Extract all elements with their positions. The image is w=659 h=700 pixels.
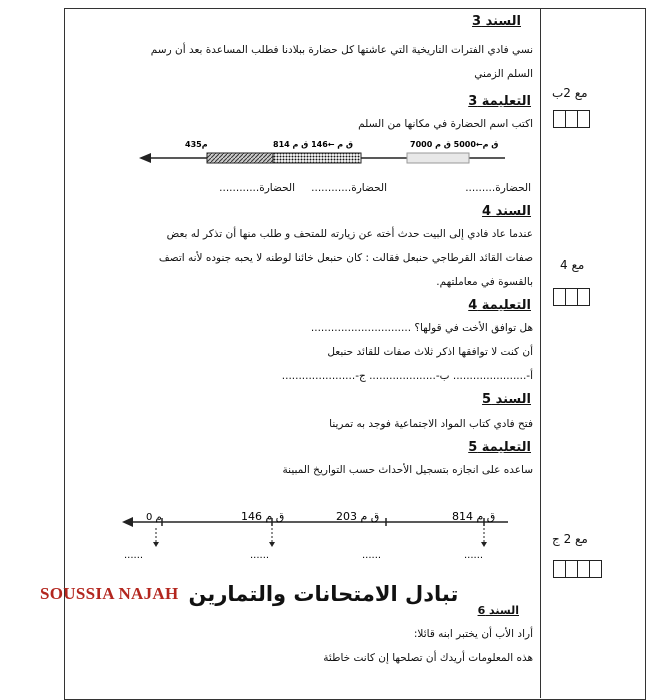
watermark-banner (40, 578, 458, 610)
sanad5-title: السند 5 (482, 392, 531, 407)
timeline-label-435: 435م (185, 140, 208, 149)
drop-arrow-814 (481, 542, 487, 547)
task3-title: التعليمة 3 (468, 94, 531, 109)
sanad4-line1: عندما عاد فادي إلى البيت حدث أخته عن زيارته للمتحف و طلب منها أن تذكر له بعض (166, 228, 533, 240)
date-146: 146 ق م (241, 510, 285, 523)
timeline-label-7000-5000: 7000 ق م←5000 ق م (410, 140, 499, 149)
timeline-arrowhead (139, 153, 151, 163)
task5-title: التعليمة 5 (468, 440, 531, 455)
sanad3-title: السند 3 (472, 14, 521, 29)
date-814: 814 ق م (452, 510, 496, 523)
sanad6-line1: أراد الأب أن يختبر ابنه قائلا: (413, 628, 533, 640)
civ-blank-1: الحضارة......... (465, 182, 531, 194)
period-segment-2 (273, 153, 361, 163)
sanad4-title: السند 4 (482, 204, 531, 219)
answer-blank-203: ...... (362, 550, 382, 561)
drop-arrow-0 (153, 542, 159, 547)
promo-text: تبادل الامتحانات والتمارين (188, 582, 459, 606)
criterion-boxes-2b (553, 110, 590, 128)
civ-blank-2: الحضارة............ (311, 182, 387, 194)
answer-blank-0: ...... (124, 550, 144, 561)
period-segment-3 (407, 153, 469, 163)
period-segment-1 (207, 153, 273, 163)
criterion-label-4: مع 4 (560, 258, 585, 272)
drop-arrow-146 (269, 542, 275, 547)
task4-answer-line: أ-...................... ب-.................... ج-...................... (281, 370, 533, 382)
criteria-column-divider (540, 8, 541, 698)
task4-question2: أن كنت لا توافقها اذكر ثلاث صفات للقائد حنبعل (327, 346, 533, 358)
civilization-timeline (135, 134, 515, 176)
answer-blank-814: ...... (464, 550, 484, 561)
events-timeline-arrowhead (122, 517, 133, 527)
sanad6-line2: هذه المعلومات أريدك أن تصلحها إن كانت خاطئة (323, 652, 533, 664)
date-203: 203 ق م (336, 510, 380, 523)
task4-question1: هل توافق الأخت في قولها؟ .............................. (310, 322, 533, 334)
date-0: 0 م (146, 512, 162, 523)
answer-blank-146: ...... (250, 550, 270, 561)
sanad6-title: السند 6 (477, 604, 519, 617)
task4-title: التعليمة 4 (468, 298, 531, 313)
criterion-boxes-4 (553, 288, 590, 306)
criterion-label-2c: مع 2 ج (552, 532, 588, 546)
timeline-label-814-146: 814 ق م ←146 ق م (273, 140, 354, 149)
civ-blank-3: الحضارة............ (219, 182, 295, 194)
sanad5-text: فتح فادي كتاب المواد الاجتماعية فوجد به تمرينا (329, 418, 533, 430)
sanad4-line3: بالقسوة في معاملتهم. (436, 276, 533, 288)
events-timeline (116, 500, 516, 562)
sanad4-line2: صفات القائد القرطاجي حنبعل فقالت : كان حنبعل خائنا لوطنه لا يحبه جنوده لأنه اتصف (158, 252, 533, 264)
task5-text: ساعده على انجازه بتسجيل الأحداث حسب التواريخ المبينة (282, 464, 533, 476)
task3-text: اكتب اسم الحضارة في مكانها من السلم (358, 118, 533, 130)
sanad3-line1: نسي فادي الفترات التاريخية التي عاشتها كل حضارة ببلادنا فطلب المساعدة بعد أن رسم (150, 44, 533, 56)
criterion-boxes-2c (553, 560, 602, 578)
sanad3-line2: السلم الزمني (474, 68, 533, 80)
brand-text: SOUSSIA NAJAH (40, 584, 179, 603)
criterion-label-2b: مع 2ب (552, 86, 588, 100)
